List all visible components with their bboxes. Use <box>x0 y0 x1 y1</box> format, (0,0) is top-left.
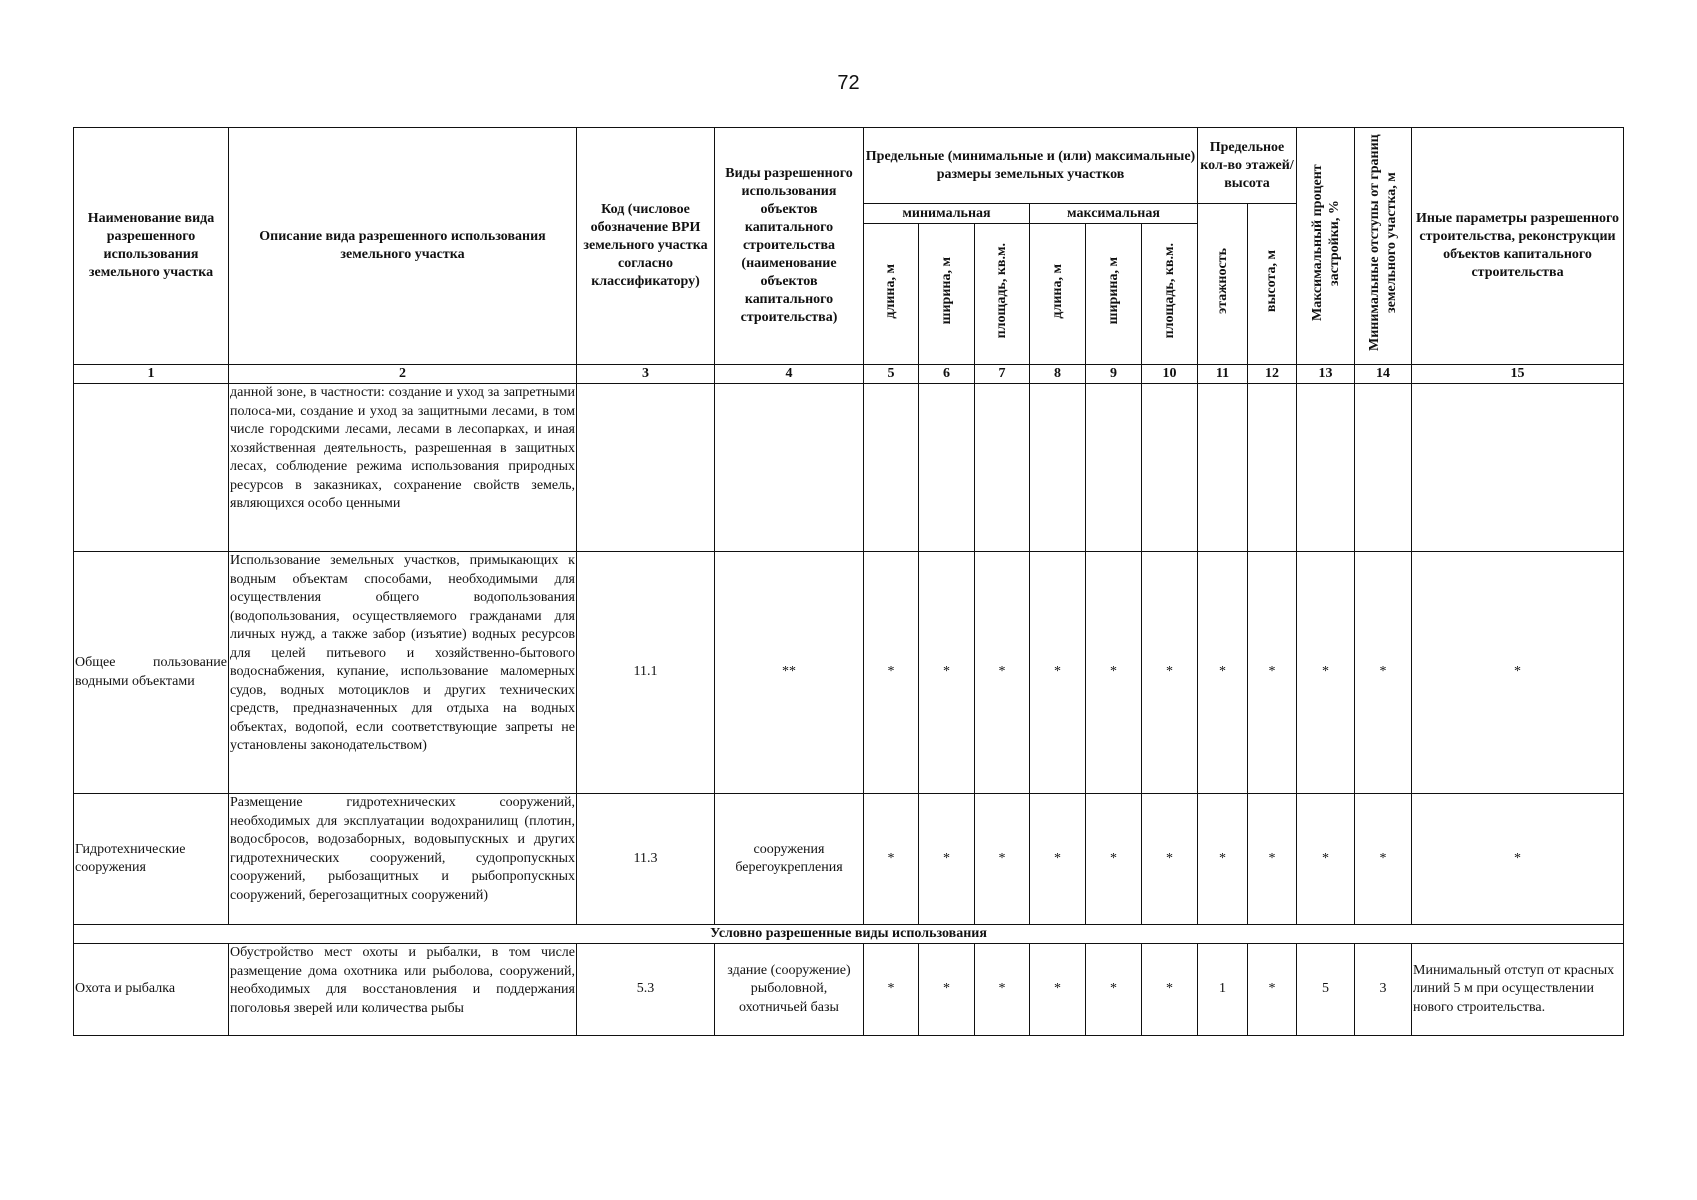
cell-value: * <box>1355 794 1412 925</box>
column-number: 5 <box>864 365 919 384</box>
header-min-length: длина, м <box>864 224 919 365</box>
column-number: 12 <box>1248 365 1297 384</box>
column-number: 15 <box>1412 365 1624 384</box>
cell-code: 5.3 <box>577 944 715 1036</box>
cell-description: Размещение гидротехнических сооружений, необходимых для эксплуатации водохранилищ (плотин, водосбросов, водозаборных, водовыпускных и других гидротехнических сооружений, судопропускных сооружений, рыбозащитных и рыбопропускных сооружений, берегозащитных сооружений) <box>229 794 577 925</box>
cell-value: * <box>1198 794 1248 925</box>
cell-value: * <box>864 552 919 794</box>
cell-description: Обустройство мест охоты и рыбалки, в том числе размещение дома охотника или рыболова, сооружений, необходимых для восстановления и поддержания поголовья зверей или количества рыбы <box>229 944 577 1036</box>
header-oks-types: Виды разрешенного использования объектов капитального строительства (наименование объектов капитального строительства) <box>715 128 864 365</box>
column-number: 14 <box>1355 365 1412 384</box>
cell-value <box>1355 384 1412 552</box>
column-numbers-row <box>74 365 1624 384</box>
cell-value: * <box>1142 944 1198 1036</box>
cell-value: * <box>1248 944 1297 1036</box>
cell-value: * <box>1412 794 1624 925</box>
cell-value: * <box>1030 552 1086 794</box>
page-number: 72 <box>837 72 860 94</box>
section-heading-row <box>74 925 1624 944</box>
header-min-group: минимальная <box>864 204 1030 224</box>
header-floors: этажность <box>1198 204 1248 365</box>
header-plot-sizes: Предельные (минимальные и (или) максимальные) размеры земельных участков <box>864 128 1198 204</box>
header-max-group: максимальная <box>1030 204 1198 224</box>
header-name: Наименование вида разрешенного использования земельного участка <box>74 128 229 365</box>
cell-value: 5 <box>1297 944 1355 1036</box>
cell-value <box>1086 384 1142 552</box>
cell-oks: здание (сооружение) рыболовной, охотничьей базы <box>715 944 864 1036</box>
cell-value <box>864 384 919 552</box>
cell-description: данной зоне, в частности: создание и уход за запретными полоса-ми, создание и уход за защитными лесами, в том числе городскими лесами, лесами в лесопарках, и иная хозяйственная деятельность, разрешенная в защитных лесах, соблюдение режима использования природных ресурсов в заказниках, сохранение свойств земель, являющихся особо ценными <box>229 384 577 552</box>
cell-value: * <box>1142 552 1198 794</box>
column-number: 1 <box>74 365 229 384</box>
column-number: 11 <box>1198 365 1248 384</box>
table-row <box>74 384 1624 552</box>
cell-value: * <box>975 552 1030 794</box>
cell-value <box>1142 384 1198 552</box>
header-min-width: ширина, м <box>919 224 975 365</box>
cell-code <box>577 384 715 552</box>
cell-value: * <box>919 552 975 794</box>
header-min-setbacks: Минимальные отступы от границ земельного участка, м <box>1355 128 1412 365</box>
section-title: Условно разрешенные виды использования <box>74 925 1624 944</box>
cell-value: * <box>864 794 919 925</box>
header-other-params: Иные параметры разрешенного строительства, реконструкции объектов капитального строительства <box>1412 128 1624 365</box>
cell-value <box>1412 384 1624 552</box>
table-body <box>74 384 1624 1036</box>
cell-value: * <box>1297 794 1355 925</box>
cell-value: * <box>975 944 1030 1036</box>
header-max-length: длина, м <box>1030 224 1086 365</box>
cell-value: * <box>919 794 975 925</box>
header-max-area: площадь, кв.м. <box>1142 224 1198 365</box>
cell-value <box>1248 384 1297 552</box>
header-max-width: ширина, м <box>1086 224 1142 365</box>
cell-code: 11.1 <box>577 552 715 794</box>
cell-value: * <box>1198 552 1248 794</box>
cell-value: * <box>1086 944 1142 1036</box>
cell-value <box>919 384 975 552</box>
cell-value <box>1297 384 1355 552</box>
cell-value: * <box>1355 552 1412 794</box>
column-number: 7 <box>975 365 1030 384</box>
cell-value: * <box>1248 552 1297 794</box>
table-row <box>74 552 1624 794</box>
regulations-table <box>73 127 1624 1036</box>
header-min-area: площадь, кв.м. <box>975 224 1030 365</box>
table-row <box>74 944 1624 1036</box>
cell-name: Общее пользование водными объектами <box>74 552 229 794</box>
column-number: 10 <box>1142 365 1198 384</box>
header-floors-height: Предельное кол-во этажей/ высота <box>1198 128 1297 204</box>
column-number: 8 <box>1030 365 1086 384</box>
cell-value: * <box>1030 794 1086 925</box>
cell-value: * <box>864 944 919 1036</box>
cell-value: * <box>1142 794 1198 925</box>
cell-value: * <box>975 794 1030 925</box>
cell-value: * <box>1086 794 1142 925</box>
column-number: 6 <box>919 365 975 384</box>
cell-value <box>975 384 1030 552</box>
cell-value: * <box>1086 552 1142 794</box>
cell-value: 3 <box>1355 944 1412 1036</box>
header-max-percent: Максимальный процент застройки, % <box>1297 128 1355 365</box>
cell-value: 1 <box>1198 944 1248 1036</box>
column-number: 9 <box>1086 365 1142 384</box>
column-number: 13 <box>1297 365 1355 384</box>
cell-oks: сооружения берегоукрепления <box>715 794 864 925</box>
cell-value <box>1198 384 1248 552</box>
cell-value <box>1030 384 1086 552</box>
table-row <box>74 794 1624 925</box>
cell-description: Использование земельных участков, примыкающих к водным объектам способами, необходимыми для осуществления общего водопользования (водопользования, осуществляемого гражданами для личных нужд, а также забор (изъятие) водных ресурсов для целей питьевого и хозяйственно-бытового водоснабжения, купание, использование маломерных судов, водных мотоциклов и других технических средств, предназначенных для отдыха на водных объектах, водопой, если соответствующие запреты не установлены законодательством) <box>229 552 577 794</box>
column-number: 2 <box>229 365 577 384</box>
cell-value: * <box>1030 944 1086 1036</box>
cell-oks <box>715 384 864 552</box>
column-number: 4 <box>715 365 864 384</box>
cell-name: Охота и рыбалка <box>74 944 229 1036</box>
cell-value: * <box>919 944 975 1036</box>
cell-code: 11.3 <box>577 794 715 925</box>
cell-value: * <box>1248 794 1297 925</box>
header-code: Код (числовое обозначение ВРИ земельного участка согласно классификатору) <box>577 128 715 365</box>
cell-value: * <box>1297 552 1355 794</box>
table-header <box>74 128 1624 384</box>
header-description: Описание вида разрешенного использования земельного участка <box>229 128 577 365</box>
header-height: высота, м <box>1248 204 1297 365</box>
cell-value: * <box>1412 552 1624 794</box>
cell-name <box>74 384 229 552</box>
cell-other-params: Минимальный отступ от красных линий 5 м при осуществлении нового строительства. <box>1412 944 1624 1036</box>
cell-name: Гидротехнические сооружения <box>74 794 229 925</box>
cell-oks: ** <box>715 552 864 794</box>
column-number: 3 <box>577 365 715 384</box>
